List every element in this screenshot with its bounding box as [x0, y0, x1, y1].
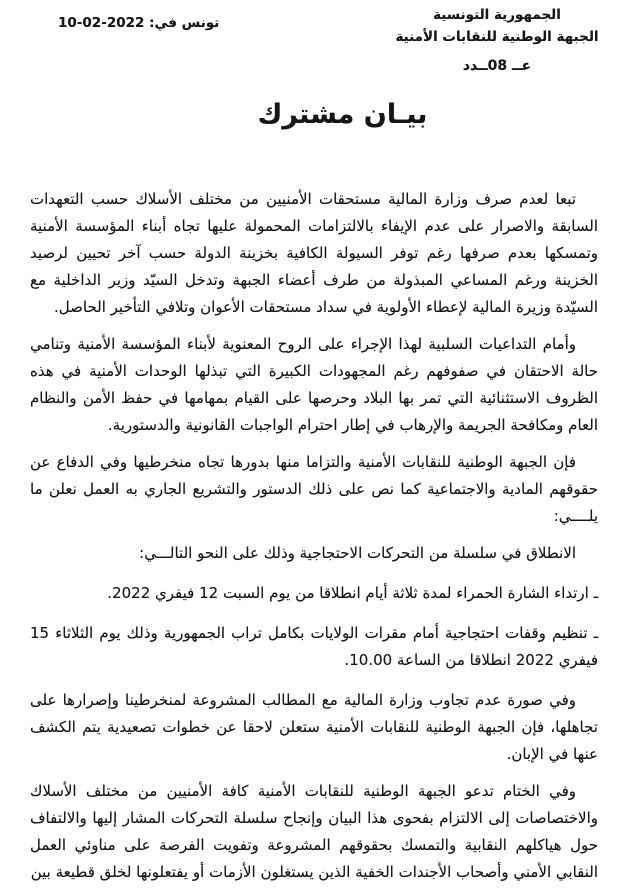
bullet-red-badge: ـ ارتداء الشارة الحمراء لمدة ثلاثة أيام انطلاقا من يوم السبت 12 فيفري 2022. — [107, 584, 598, 602]
paragraph-declaration: فإن الجبهة الوطنية للنقابات الأمنية والتزاما منها بدورها تجاه منخرطيها وفي الدفاع عن حقوقهم المادية والاجتماعية كما نص على ذلك الدستور والتشريع الجاري به العمل نعلن ما يلــــي: — [30, 453, 598, 525]
header-org-block — [392, 4, 602, 77]
paragraph-closing-call: وفي الختام تدعو الجبهة الوطنية للنقابات الأمنية كافة الأمنيين من مختلف الأسلاك والاختصاصات إلى الالتزام بفحوى هذا البيان وإنجاح سلسلة التحركات المشار إليها والالتفاف حول هياكلهم النقابية والتمسك بحقوقهم المشروعة وتفويت الفرصة على مناوئي العمل النقابي الأمني وأصحاب الأجندات الخفية الذين يستغلون الأزمات أو يفتعلونها لخلق قطيعة بين — [30, 782, 598, 881]
header-front-name-line: الجبهة الوطنية للنقابات الأمنية — [395, 29, 599, 45]
paragraph-negative-effects: وأمام التداعيات السلبية لهذا الإجراء على الروح المعنوية لأبناء المؤسسة الأمنية وتنامي حالة الاحتقان في صفوفهم رغم المجهودات الكبيرة التي تبذلها الوحدات الأمنية في هذه الظروف الاستثنائية التي تمر بها البلاد وحرصها على القيام بمهامها في حفظ الأمن والنظام العام ومكافحة الجريمة والإرهاب في إطار احترام الواجبات القانونية والدستورية. — [30, 335, 598, 434]
date-stamp: تونس في: 2022-02-10 — [58, 15, 220, 31]
statement-body — [30, 186, 598, 886]
header-republic-line: الجمهورية التونسية — [433, 7, 561, 23]
statement-title: بيـان مشترك — [257, 99, 428, 130]
paragraph-escalation-warning: وفي صورة عدم تجاوب وزارة المالية مع المطالب المشروعة لمنخرطينا وإصرارها على تجاهلها، فإن الجبهة الوطنية للنقابات الأمنية ستعلن لاحقا عن خطوات تصعيدية يتم الكشف عنها في الإبان. — [30, 691, 598, 763]
doc-number: عــ 08ــدد — [462, 58, 532, 74]
paragraph-funding-context: تبعا لعدم صرف وزارة المالية مستحقات الأمنيين من مختلف الأسلاك حسب التعهدات السابقة والاصرار على عدم الإيفاء بالالتزامات المحمولة عليها تجاه أبناء المؤسسة الأمنية وتمسكها بعدم صرفها رغم توفر السيولة الكافية بخزينة الدولة حسب آخر تحيين لرصيد الخزينة ورغم المساعي المبذولة من طرف أعضاء الجبهة وتدخل السيّد وزير الداخلية مع السيّدة وزيرة المالية لإعطاء الأولوية في سداد مستحقات الأعوان وتلافي التأخير الحاصل. — [30, 190, 598, 316]
protest-actions-intro: الانطلاق في سلسلة من التحركات الاحتجاجية وذلك على النحو التالـــي: — [139, 544, 576, 562]
bullet-protest-stands: ـ تنظيم وقفات احتجاجية أمام مقرات الولايات بكامل تراب الجمهورية وذلك يوم الثلاثاء 15 فيفري 2022 انطلاقا من الساعة 10.00. — [30, 624, 598, 669]
